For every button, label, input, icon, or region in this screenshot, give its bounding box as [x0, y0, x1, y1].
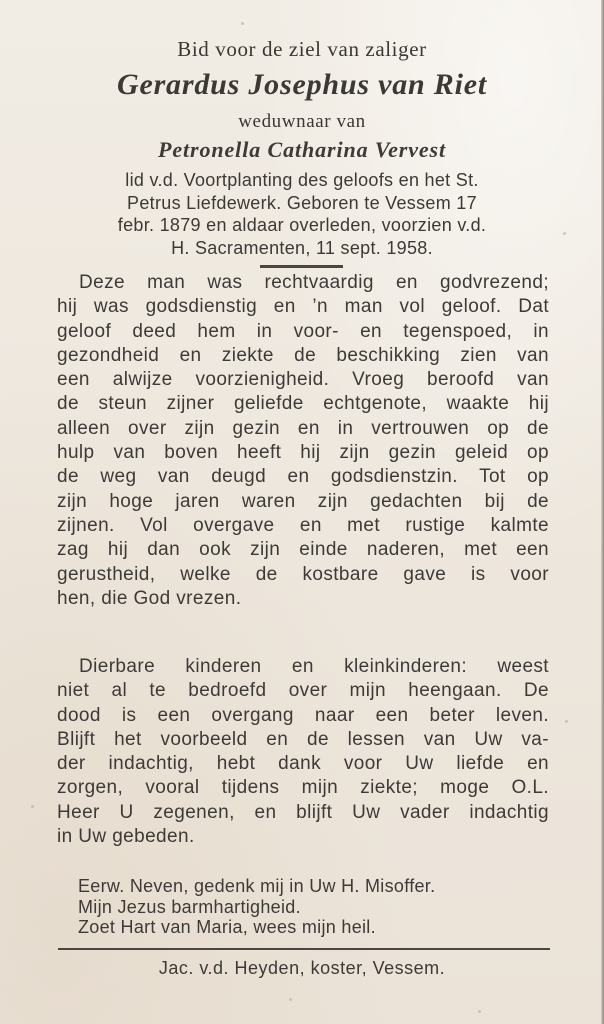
- short-divider: [260, 265, 343, 268]
- text-line: der indachtig, hebt dank voor Uw liefde en: [57, 753, 549, 775]
- bio-line: lid v.d. Voortplanting des geloofs en het St.: [125, 170, 479, 190]
- paper-speck: [31, 805, 34, 808]
- text-line: de weg van deugd en godsdienstzin. Tot op: [57, 466, 549, 488]
- text-line: gezondheid en ziekte de beschikking zien van: [57, 344, 549, 366]
- text-line: zijn hoge jaren waren zijn gedachten bij de: [57, 490, 549, 512]
- paragraph-farewell: [57, 655, 549, 849]
- intro-line: Bid voor de ziel van zaliger: [177, 37, 427, 61]
- text-line: in Uw gebeden.: [57, 826, 195, 848]
- text-line: Heer U zegenen, en blijft Uw vader indachtig: [57, 801, 549, 823]
- text-line: zag hij dan ook zijn einde naderen, met een: [57, 539, 549, 561]
- text-line: geloof deed hem in voor- en tegenspoed, in: [57, 320, 549, 342]
- text-line: zorgen, vooral tijdens mijn ziekte; moge O.L.: [57, 777, 549, 799]
- text-line: zijnen. Vol overgave en met rustige kalmte: [57, 514, 549, 536]
- text-line: niet al te bedroefd over mijn heengaan. De: [57, 680, 549, 702]
- spouse-name: Petronella Catharina Vervest: [158, 137, 446, 162]
- paper-speck: [241, 22, 244, 25]
- prayer-line: Eerw. Neven, gedenk mij in Uw H. Misoffer.: [78, 876, 436, 896]
- text-line: Deze man was rechtvaardig en godvrezend;: [79, 272, 549, 293]
- paper-speck: [289, 998, 292, 1001]
- text-line: een alwijze voorzienigheid. Vroeg beroofd van: [57, 369, 549, 391]
- biography: [0, 169, 604, 259]
- prayer-invocations: [78, 876, 435, 938]
- bio-line: Petrus Liefdewerk. Geboren te Vessem 17: [127, 192, 477, 213]
- text-line: dood is een overgang naar een beter leven.: [57, 704, 549, 726]
- text-line: hen, die God vrezen.: [57, 587, 242, 609]
- text-line: alleen over zijn gezin en in vertrouwen op de: [57, 417, 549, 439]
- text-line: gerustheid, welke de kostbare gave is voor: [57, 563, 549, 585]
- prayer-line: Mijn Jezus barmhartigheid.: [78, 896, 301, 917]
- paragraph-tribute: [57, 271, 549, 611]
- paper-speck: [563, 232, 566, 235]
- relation-line: weduwnaar van: [238, 111, 366, 132]
- prayer-line: Zoet Hart van Maria, wees mijn heil.: [78, 917, 376, 937]
- text-line: de steun zijner geliefde echtgenote, waakte hij: [57, 393, 549, 415]
- text-line: hij was godsdienstig en ’n man vol geloof. Dat: [57, 296, 549, 318]
- bio-line: febr. 1879 en aldaar overleden, voorzien v.d.: [117, 215, 487, 235]
- paper-speck: [478, 1010, 481, 1013]
- bio-line: H. Sacramenten, 11 sept. 1958.: [171, 237, 433, 258]
- printer-credit: Jac. v.d. Heyden, koster, Vessem.: [158, 958, 446, 978]
- text-line: hulp van boven heeft hij zijn gezin geleid op: [57, 442, 549, 464]
- text-line: Dierbare kinderen en kleinkinderen: weest: [79, 656, 549, 677]
- footer-divider: [58, 948, 550, 950]
- deceased-name: Gerardus Josephus van Riet: [116, 68, 488, 101]
- paper-speck: [565, 720, 568, 723]
- text-line: Blijft het voorbeeld en de lessen van Uw va-: [57, 728, 549, 750]
